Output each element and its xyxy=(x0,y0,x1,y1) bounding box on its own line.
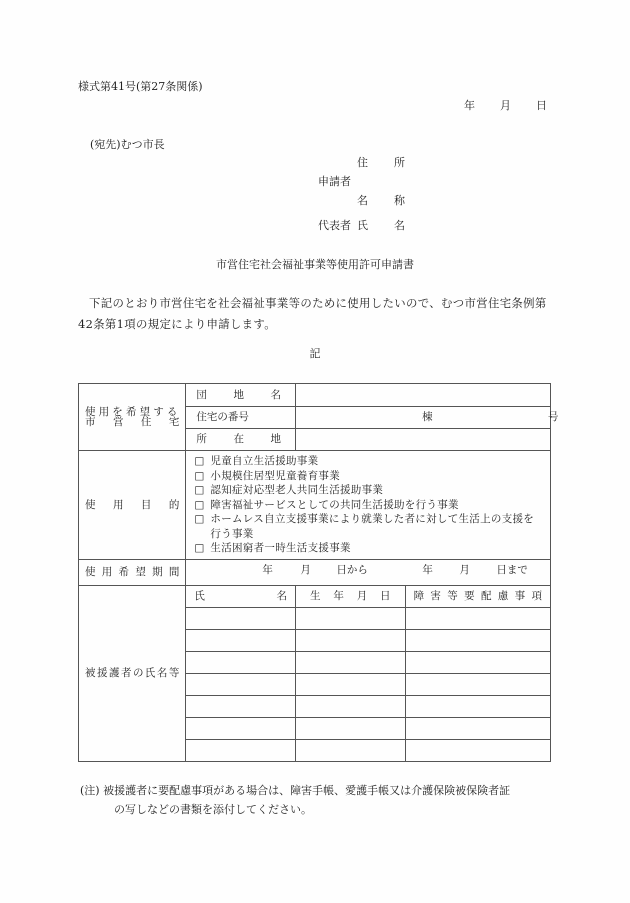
checkbox-icon[interactable]: □ xyxy=(194,455,205,467)
recipient-name-field[interactable] xyxy=(186,695,296,717)
location-label: 所在地 xyxy=(196,433,281,446)
purpose-option[interactable]: □ 認知症対応型老人共同生活援助事業 xyxy=(194,484,384,496)
checkbox-icon[interactable]: □ xyxy=(194,513,205,525)
recipient-notes-field[interactable] xyxy=(405,629,550,651)
location-label-cell xyxy=(186,429,296,451)
location-field[interactable] xyxy=(295,429,550,451)
date-year-label: 年 xyxy=(464,99,475,112)
housing-label-cell xyxy=(79,384,186,451)
recipient-birthdate-field[interactable] xyxy=(295,695,405,717)
period-field[interactable] xyxy=(186,559,551,585)
checkbox-icon[interactable]: □ xyxy=(194,469,205,482)
checkbox-icon[interactable]: □ xyxy=(194,542,205,554)
recipient-birthdate-field[interactable] xyxy=(295,607,405,629)
period-label-cell xyxy=(79,559,186,585)
number-label: 号 xyxy=(547,411,559,424)
recipient-birthdate-field[interactable] xyxy=(295,673,405,695)
housing-label-line1: 使用を希望する xyxy=(85,405,180,418)
addressee: (宛先)むつ市長 xyxy=(90,138,165,151)
address-label-1: 住 xyxy=(357,156,368,169)
recipient-birthdate-field[interactable] xyxy=(295,629,405,651)
recipient-notes-field[interactable] xyxy=(405,695,550,717)
recipient-name-field[interactable] xyxy=(186,673,296,695)
footnote-line2: の写しなどの書類を添付してください。 xyxy=(114,803,312,816)
house-number-label: 住宅の番号 xyxy=(196,411,249,424)
recipient-notes-field[interactable] xyxy=(405,717,550,739)
col-header-notes: 障害等要配慮事項 xyxy=(405,585,550,607)
form-number: 様式第41号(第27条関係) xyxy=(78,80,203,93)
housing-label-line2: 市営住宅 xyxy=(85,416,180,428)
period-from-year: 年 xyxy=(262,564,273,576)
purpose-label-cell xyxy=(79,451,186,560)
purpose-option[interactable]: □ 障害福祉サービスとしての共同生活援助を行う事業 xyxy=(194,498,459,511)
col-header-name: 氏名 xyxy=(186,585,296,607)
rep-name-label-2: 名 xyxy=(394,219,405,232)
purpose-option[interactable]: □ 児童自立生活援助事業 xyxy=(194,455,319,467)
recipient-notes-field[interactable] xyxy=(405,651,550,673)
col-header-birthdate: 生年月日 xyxy=(295,585,405,607)
address-label-2: 所 xyxy=(394,156,405,169)
recipients-label-cell xyxy=(79,585,186,761)
recipient-name-field[interactable] xyxy=(186,717,296,739)
purpose-option[interactable]: □ 小規模住居型児童養育事業 xyxy=(194,469,341,482)
recipient-birthdate-field[interactable] xyxy=(295,651,405,673)
checkbox-icon[interactable]: □ xyxy=(194,498,205,511)
complex-name-label-cell xyxy=(186,384,296,407)
footnote-prefix: (注) xyxy=(80,784,100,797)
period-to-year: 年 xyxy=(422,564,433,576)
recipient-notes-field[interactable] xyxy=(405,673,550,695)
house-number-label-cell xyxy=(186,407,296,429)
period-from-day: 日から xyxy=(336,564,368,576)
representative-label: 代表者 xyxy=(318,219,351,232)
document-title: 市営住宅社会福祉事業等使用許可申請書 xyxy=(216,258,414,271)
footnote-line1: 被援護者に要配慮事項がある場合は、障害手帳、愛護手帳又は介護保険被保険者証 xyxy=(103,784,511,797)
recipient-name-field[interactable] xyxy=(186,739,296,761)
date-day-label: 日 xyxy=(536,99,547,112)
name-label-2: 称 xyxy=(394,194,405,207)
recipients-label: 被援護者の氏名等 xyxy=(85,666,180,679)
date-month-label: 月 xyxy=(500,99,511,112)
period-to-day: 日まで xyxy=(496,564,528,576)
recipient-notes-field[interactable] xyxy=(405,607,550,629)
recipient-birthdate-field[interactable] xyxy=(295,739,405,761)
recipient-notes-field[interactable] xyxy=(405,739,550,761)
recipient-birthdate-field[interactable] xyxy=(295,717,405,739)
purpose-label: 使用目的 xyxy=(85,498,180,511)
complex-name-label: 団地名 xyxy=(196,388,281,401)
recipient-name-field[interactable] xyxy=(186,607,296,629)
building-label: 棟 xyxy=(421,411,433,424)
house-number-field[interactable] xyxy=(295,407,559,429)
application-table xyxy=(78,383,559,762)
footnote xyxy=(80,781,510,819)
ki-heading: 記 xyxy=(309,347,321,360)
period-to-month: 月 xyxy=(459,564,470,576)
recipient-name-field[interactable] xyxy=(186,651,296,673)
purpose-list xyxy=(186,451,551,560)
name-label-1: 名 xyxy=(357,194,368,207)
checkbox-icon[interactable]: □ xyxy=(194,484,205,496)
period-from-month: 月 xyxy=(300,564,311,576)
complex-name-field[interactable] xyxy=(295,384,550,407)
body-text: 下記のとおり市営住宅を社会福祉事業等のために使用したいので、むつ市営住宅条例第42条第1項の規定により申請します。 xyxy=(78,296,547,331)
rep-name-label-1: 氏 xyxy=(357,219,368,232)
period-label: 使用希望期間 xyxy=(85,565,180,578)
applicant-label: 申請者 xyxy=(318,175,351,188)
recipient-name-field[interactable] xyxy=(186,629,296,651)
purpose-option[interactable]: □ ホームレス自立支援事業により就業した者に対して生活上の支援を行う事業 xyxy=(194,513,535,540)
purpose-option[interactable]: □ 生活困窮者一時生活支援事業 xyxy=(194,542,351,554)
